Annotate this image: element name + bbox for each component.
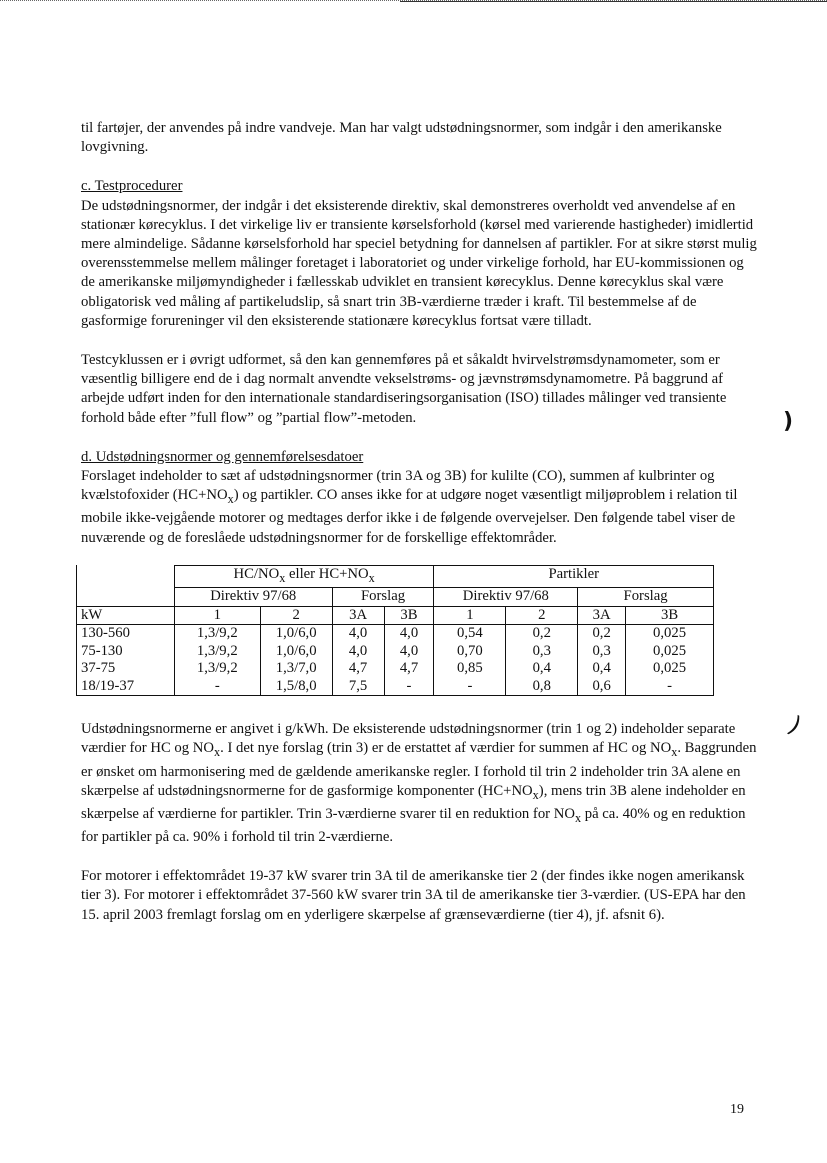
margin-mark-upper: ) (783, 409, 794, 434)
header-stage-3b: 3B (626, 606, 714, 625)
header-gas-forslag: Forslag (332, 588, 434, 607)
table-row: 130-560 1,3/9,2 1,0/6,0 4,0 4,0 0,54 0,2 0,2 0,025 (77, 625, 714, 643)
section-c-heading: c. Testprocedurer (81, 178, 183, 195)
header-kw: kW (77, 606, 175, 625)
header-particles-group: Partikler (434, 565, 714, 587)
section-d-heading: d. Udstødningsnormer og gennemførelsesdatoer (81, 448, 364, 465)
header-stage-2: 2 (260, 606, 332, 625)
after-table-paragraph-2: For motorer i effektområdet 19-37 kW svarer trin 3A til de amerikanske tier 2 (der findes ikke nogen amerikansk tier 3). For motorer i effektområdet 37-560 kW svarer trin 3A til de amerikanske tier 3-værdier. (US-EPA har den 15. april 2003 fremlagt forslag om en yderligere skærpelse af grænseværdierne (tier 4), jf. afsnit 6). (81, 868, 746, 923)
after-table-paragraph-1: Udstødningsnormerne er angivet i g/kWh. De eksisterende udstødningsnormer (trin 1 og 2) indeholder separate værdier for HC og $NO_x$. I det nye forslag (trin 3) er de erstattet af værdier for summen af HC og $NO_x$. Baggrunden er ønsket om harmonisering med de gældende amerikanske regler. I forhold til trin 2 indeholder trin 3A alene en skærpelse af udstødningsnormerne for de gasformige komponenter $(HC+NO_x)$, mens trin 3B alene indeholder en skærpelse af værdierne for partikler. Trin 3-værdierne svarer til en reduktion for $NO_x$ på ca. 40% og en reduktion for partikler på ca. 90% i forhold til trin 2-værdierne. (81, 721, 757, 846)
document-page (81, 119, 761, 925)
header-stage-3a: 3A (578, 606, 626, 625)
page-number: 19 (730, 1102, 744, 1117)
header-stage-3a: 3A (332, 606, 384, 625)
scan-edge-top-line (400, 1, 827, 2)
header-gas-group: $HC/NO_x$ eller $HC+NO_x$ (174, 565, 434, 587)
margin-mark-lower: ) (783, 710, 807, 740)
table-row: 18/19-37 - 1,5/8,0 7,5 - - 0,8 0,6 - (77, 678, 714, 696)
header-stage-1: 1 (434, 606, 506, 625)
header-gas-direktiv: Direktiv 97/68 (174, 588, 332, 607)
table-corner (77, 565, 175, 587)
section-c-paragraph-2: Testcyklussen er i øvrigt udformet, så den kan gennemføres på et såkaldt hvirvelstrømsdynamometer, som er væsentlig billigere end de i dag normalt anvendte vekselstrøms- og jævnstrømsdynamometre. På baggrund af arbejde udført inden for den internationale standardiseringsorganisation (ISO) tillades målinger ved transiente forhold både efter ”full flow” og ”partial flow”-metoden. (81, 352, 727, 426)
table-row: 37-75 1,3/9,2 1,3/7,0 4,7 4,7 0,85 0,4 0,4 0,025 (77, 660, 714, 678)
emission-standards-table (76, 565, 714, 696)
section-c-paragraph-1: De udstødningsnormer, der indgår i det eksisterende direktiv, skal demonstreres overholdt ved anvendelse af en stationær kørecyklus. I det virkelige liv er transiente kørselsforhold (kørsel med varierende hastigheder) imidlertid mere almindelige. Sådanne kørselsforhold har speciel betydning for dannelsen af partikler. For at sikre størst mulig overensstemmelse mellem målinger foretaget i laboratoriet og under virkelige forhold, har EU-kommissionen og de amerikanske miljømyndigheder i fællesskab udviklet en transient kørecyklus. Denne kørecyklus skal være obligatorisk ved måling af partikeludslip, så snart trin 3B-værdierne træder i kraft. Til bestemmelse af de gasformige forureninger vil den eksisterende stationære kørecyklus fortsat være tilladt. (81, 197, 757, 329)
intro-paragraph: til fartøjer, der anvendes på indre vandveje. Man har valgt udstødningsnormer, som indgår i den amerikanske lovgivning. (81, 120, 722, 156)
header-stage-1: 1 (174, 606, 260, 625)
header-stage-2: 2 (506, 606, 578, 625)
header-stage-3b: 3B (384, 606, 434, 625)
header-part-direktiv: Direktiv 97/68 (434, 588, 578, 607)
section-d-paragraph: Forslaget indeholder to sæt af udstødningsnormer (trin 3A og 3B) for kulilte (CO), summen af kulbrinter og kvælstofoxider $(HC+NO_x)$ og partikler. CO anses ikke for at udgøre noget væsentligt miljøproblem i relation til mobile ikke-vejgående motorer og medtages derfor ikke i de følgende overvejelser. Den følgende tabel viser de nuværende og de foreslåede udstødningsnormer for de forskellige effektområder. (81, 468, 738, 546)
table-row: 75-130 1,3/9,2 1,0/6,0 4,0 4,0 0,70 0,3 0,3 0,025 (77, 643, 714, 661)
header-part-forslag: Forslag (578, 588, 714, 607)
